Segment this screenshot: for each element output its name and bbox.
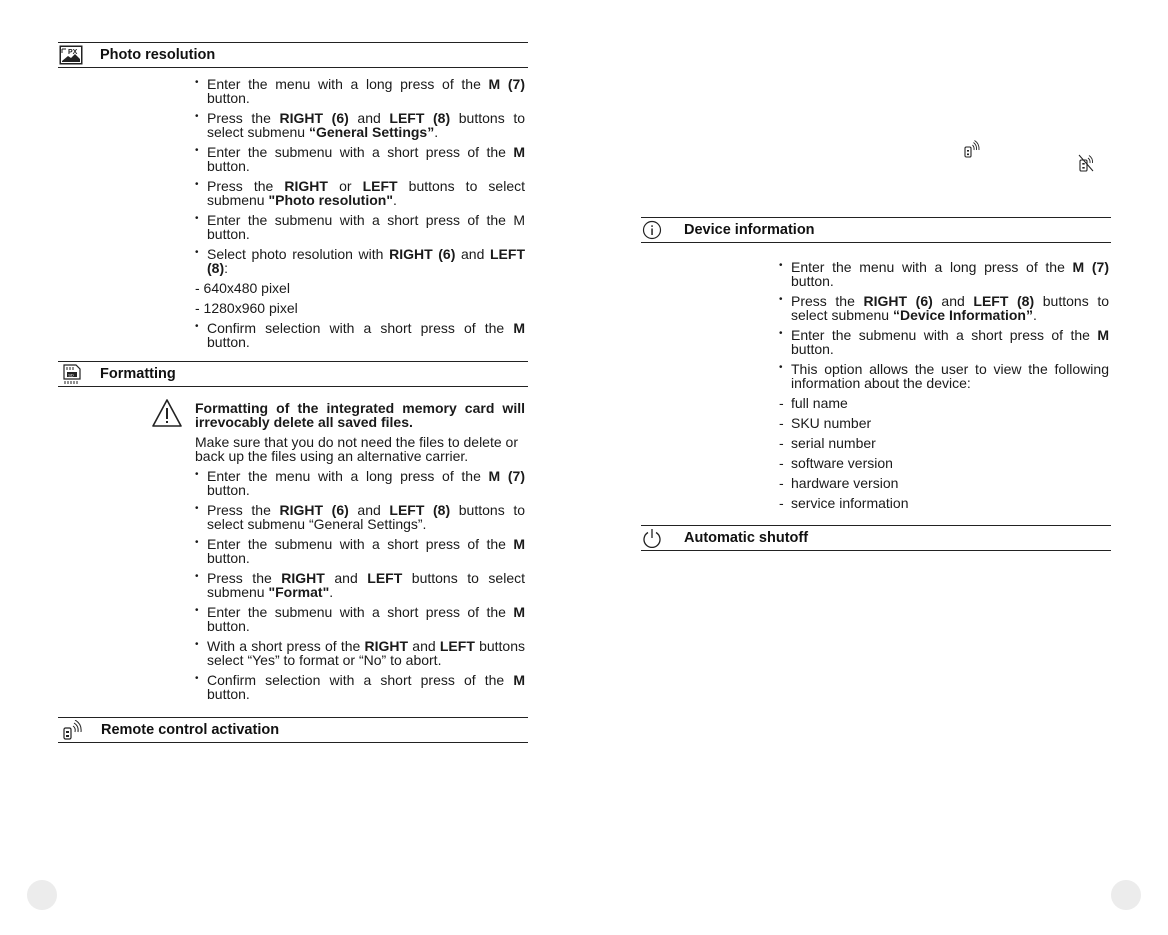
section-title: Photo resolution <box>100 47 216 63</box>
text-run: Press the <box>207 570 282 586</box>
step-item <box>195 145 525 173</box>
bold-text-run: M (7) <box>1072 259 1109 275</box>
dash-marker: - <box>779 435 784 451</box>
text-run: : <box>224 260 229 276</box>
step-item <box>195 503 525 531</box>
text-run: Enter the menu with a long press of the <box>207 468 489 484</box>
step-item <box>779 328 1109 356</box>
section-header-photo-resolution <box>58 42 528 68</box>
text-run: software version <box>791 455 893 471</box>
text-run: Press the <box>207 178 285 194</box>
info-list-item <box>779 456 1109 470</box>
text-run: Press the <box>207 110 280 126</box>
warning-triangle-icon <box>151 398 183 428</box>
page-marker-left <box>27 880 57 910</box>
section-title: Formatting <box>100 366 176 382</box>
bold-text-run: M <box>513 320 525 336</box>
step-item <box>195 179 525 207</box>
step-item <box>195 571 525 599</box>
bold-text-run: M <box>1097 327 1109 343</box>
text-run: Make sure that you do not need the files to delete or back up the files using an alternative carrier. <box>195 434 518 464</box>
text-run: and <box>348 502 390 518</box>
dash-marker: - <box>779 495 784 511</box>
text-run: Enter the submenu with a short press of the <box>207 536 514 552</box>
info-icon <box>641 220 665 240</box>
svg-text:SD: SD <box>68 372 74 378</box>
text-run: buttons to select submenu <box>207 110 525 140</box>
svg-text:PX: PX <box>68 49 78 56</box>
info-list-item <box>779 496 1109 510</box>
bold-text-run: LEFT <box>367 570 403 586</box>
text-run: Confirm selection with a short press of the <box>207 672 514 688</box>
bold-text-run: LEFT (8) <box>389 110 451 126</box>
step-item <box>195 605 525 633</box>
bold-text-run: M (7) <box>488 468 525 484</box>
bold-text-run: RIGHT <box>364 638 409 654</box>
info-list-item <box>779 396 1109 410</box>
bold-text-run: LEFT <box>439 638 475 654</box>
text-run: button. <box>207 686 250 702</box>
text-run: hardware version <box>791 475 899 491</box>
section-title: Remote control activation <box>101 722 280 738</box>
photo-resolution-icon <box>59 45 83 65</box>
text-run: buttons select “Yes” to format or “No” to abort. <box>207 638 526 668</box>
text-run: Press the <box>207 502 280 518</box>
info-list-item <box>779 416 1109 430</box>
formatting-warning: Formatting of the integrated memory card will irrevocably delete all saved files. <box>195 400 525 430</box>
text-run: full name <box>791 395 848 411</box>
dash-marker: - <box>779 395 784 411</box>
remote-signal-icon <box>964 140 980 158</box>
memory-card-icon <box>60 364 84 384</box>
section-header-formatting <box>58 361 528 387</box>
text-run: SKU number <box>791 415 872 431</box>
text-run: Enter the menu with a long press of the <box>791 259 1073 275</box>
info-list-item <box>779 476 1109 490</box>
text-run: Enter the submenu with a short press of the M button. <box>207 212 525 242</box>
step-item <box>779 260 1109 288</box>
note-text <box>195 435 525 463</box>
formatting-steps <box>195 435 525 701</box>
text-run: button. <box>791 273 834 289</box>
text-run: and <box>932 293 974 309</box>
photo-resolution-steps <box>195 77 525 355</box>
text-run: . <box>434 124 439 140</box>
text-run: button. <box>791 341 834 357</box>
device-information-steps <box>779 260 1109 516</box>
bold-text-run: RIGHT (6) <box>279 502 349 518</box>
text-run: button. <box>207 550 250 566</box>
power-icon <box>641 528 665 548</box>
formatting-content <box>195 401 525 707</box>
dash-marker: - <box>779 415 784 431</box>
step-item <box>195 537 525 565</box>
text-run: and <box>324 570 368 586</box>
bold-text-run: LEFT <box>362 178 398 194</box>
bold-text-run: RIGHT (6) <box>863 293 933 309</box>
step-item <box>195 247 525 275</box>
bold-text-run: "Format" <box>268 584 330 600</box>
step-item <box>779 362 1109 390</box>
text-run: This option allows the user to view the following information about the device: <box>791 361 1109 391</box>
text-run: button. <box>207 334 250 350</box>
step-item <box>195 321 525 349</box>
text-run: - 640x480 pixel <box>195 280 290 296</box>
step-item <box>195 673 525 701</box>
bold-text-run: M (7) <box>488 76 525 92</box>
step-item <box>195 469 525 497</box>
text-run: button. <box>207 618 250 634</box>
bold-text-run: RIGHT <box>284 178 328 194</box>
text-run: - 1280x960 pixel <box>195 300 298 316</box>
resolution-option <box>195 281 525 295</box>
text-run: . <box>329 584 334 600</box>
text-run: buttons to select submenu <box>207 570 526 600</box>
step-item <box>779 294 1109 322</box>
text-run: button. <box>207 158 250 174</box>
text-run: . <box>392 192 397 208</box>
bold-text-run: M <box>513 604 525 620</box>
text-run: serial number <box>791 435 876 451</box>
text-run: button. <box>207 90 250 106</box>
text-run: and <box>408 638 440 654</box>
dash-marker: - <box>779 475 784 491</box>
bold-text-run: "Photo resolution" <box>268 192 393 208</box>
page-marker-right <box>1111 880 1141 910</box>
text-run: With a short press of the <box>207 638 365 654</box>
bold-text-run: LEFT (8) <box>389 502 451 518</box>
text-run: Confirm selection with a short press of the <box>207 320 514 336</box>
info-list-item <box>779 436 1109 450</box>
section-title: Device information <box>684 222 815 238</box>
bold-text-run: RIGHT <box>281 570 325 586</box>
dash-marker: - <box>779 455 784 471</box>
section-header-automatic-shutoff <box>641 525 1111 551</box>
section-header-device-information <box>641 217 1111 243</box>
text-run: Enter the submenu with a short press of the <box>207 604 514 620</box>
bold-text-run: RIGHT (6) <box>389 246 456 262</box>
text-run: and <box>348 110 390 126</box>
step-item <box>195 213 525 241</box>
bold-text-run: “General Settings” <box>308 124 435 140</box>
step-item <box>195 77 525 105</box>
text-run: service information <box>791 495 909 511</box>
step-item <box>195 639 525 667</box>
text-run: buttons to select submenu “General Settings”. <box>207 502 525 532</box>
text-run: Press the <box>791 293 864 309</box>
text-run: Enter the menu with a long press of the <box>207 76 489 92</box>
remote-off-icon <box>1078 154 1094 172</box>
text-run: Enter the submenu with a short press of the <box>791 327 1098 343</box>
text-run: Select photo resolution with <box>207 246 390 262</box>
bold-text-run: LEFT (8) <box>207 246 525 276</box>
bold-text-run: M <box>513 144 525 160</box>
step-item <box>195 111 525 139</box>
bold-text-run: RIGHT (6) <box>279 110 349 126</box>
bold-text-run: M <box>513 536 525 552</box>
bold-text-run: LEFT (8) <box>973 293 1035 309</box>
bold-text-run: M <box>513 672 525 688</box>
resolution-option <box>195 301 525 315</box>
section-header-remote-control <box>58 717 528 743</box>
text-run: buttons to select submenu <box>207 178 526 208</box>
remote-control-icon <box>62 720 86 740</box>
text-run: button. <box>207 482 250 498</box>
section-title: Automatic shutoff <box>684 530 809 546</box>
text-run: . <box>1032 307 1037 323</box>
text-run: Enter the submenu with a short press of the <box>207 144 514 160</box>
text-run: buttons to select submenu <box>791 293 1109 323</box>
text-run: or <box>327 178 363 194</box>
text-run: and <box>455 246 490 262</box>
bold-text-run: “Device Information” <box>892 307 1033 323</box>
